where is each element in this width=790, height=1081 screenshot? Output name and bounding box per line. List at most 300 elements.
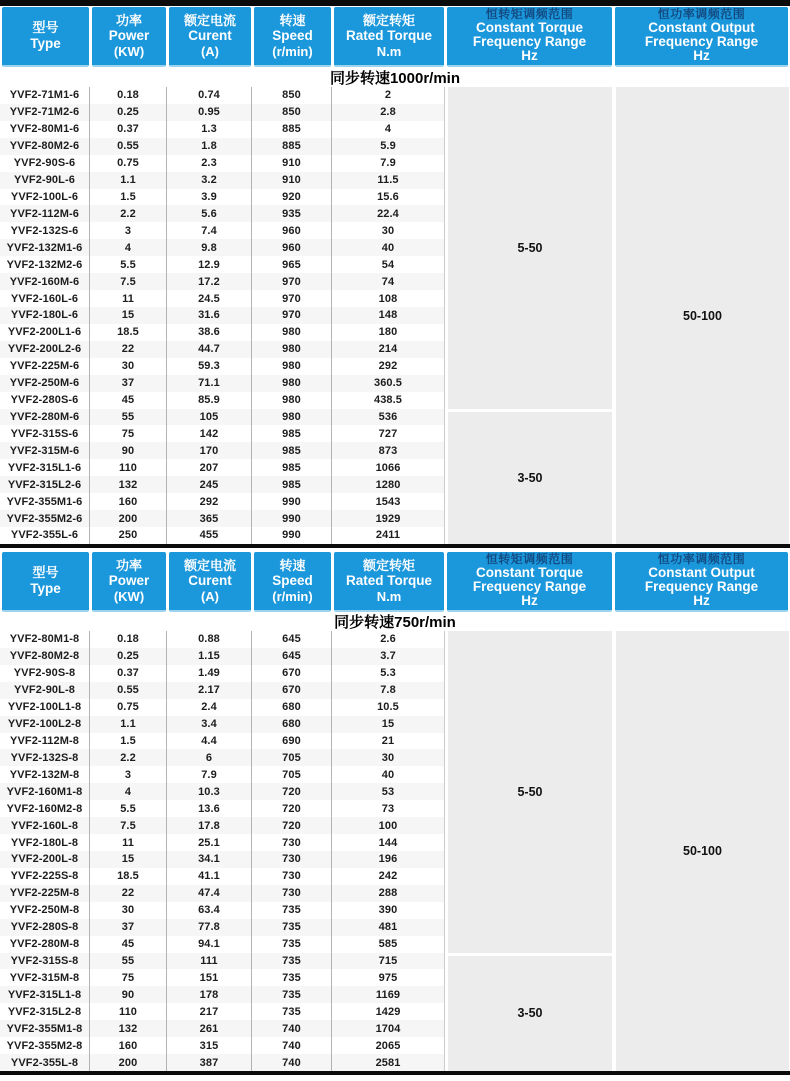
table-row bbox=[0, 87, 445, 104]
model-cell: YVF2-100L-6 bbox=[0, 189, 90, 206]
table-row bbox=[0, 733, 445, 750]
current-cell: 315 bbox=[167, 1037, 252, 1054]
power-cell: 11 bbox=[90, 834, 167, 851]
torque-cell: 214 bbox=[332, 341, 445, 358]
table-row bbox=[0, 510, 445, 527]
constant-torque-header-unit: Hz bbox=[521, 48, 538, 64]
table-row bbox=[0, 409, 445, 426]
current-cell: 34.1 bbox=[167, 851, 252, 868]
current-cell: 2.3 bbox=[167, 155, 252, 172]
bottom-divider-bar bbox=[0, 1071, 790, 1075]
table-row bbox=[0, 766, 445, 783]
torque-cell: 100 bbox=[332, 817, 445, 834]
speed-cell: 735 bbox=[252, 1003, 332, 1020]
torque-cell: 5.3 bbox=[332, 665, 445, 682]
table-row bbox=[0, 631, 445, 648]
speed-cell: 730 bbox=[252, 834, 332, 851]
power-cell: 0.75 bbox=[90, 699, 167, 716]
speed-header-zh: 转速 bbox=[279, 12, 306, 28]
current-cell: 71.1 bbox=[167, 375, 252, 392]
constant-torque-range-cell: 5-50 bbox=[448, 87, 612, 409]
sync-speed-caption: 同步转速750r/min bbox=[0, 612, 790, 631]
power-cell: 5.5 bbox=[90, 256, 167, 273]
power-cell: 90 bbox=[90, 986, 167, 1003]
power-cell: 110 bbox=[90, 459, 167, 476]
table-body bbox=[0, 631, 790, 1071]
model-cell: YVF2-355L-8 bbox=[0, 1054, 90, 1071]
power-header-en: Power bbox=[108, 573, 150, 589]
model-cell: YVF2-225M-6 bbox=[0, 358, 90, 375]
torque-cell: 438.5 bbox=[332, 392, 445, 409]
table-row bbox=[0, 341, 445, 358]
table-row bbox=[0, 969, 445, 986]
torque-cell: 873 bbox=[332, 442, 445, 459]
torque-cell: 15 bbox=[332, 716, 445, 733]
table-row bbox=[0, 716, 445, 733]
speed-cell: 970 bbox=[252, 307, 332, 324]
power-cell: 132 bbox=[90, 1020, 167, 1037]
torque-cell: 292 bbox=[332, 358, 445, 375]
model-cell: YVF2-80M1-8 bbox=[0, 631, 90, 648]
torque-cell: 10.5 bbox=[332, 699, 445, 716]
power-cell: 0.25 bbox=[90, 648, 167, 665]
torque-cell: 1280 bbox=[332, 476, 445, 493]
speed-cell: 980 bbox=[252, 358, 332, 375]
speed-cell: 970 bbox=[252, 273, 332, 290]
speed-cell: 705 bbox=[252, 749, 332, 766]
torque-cell: 536 bbox=[332, 409, 445, 426]
model-cell: YVF2-132M2-6 bbox=[0, 256, 90, 273]
type-header-zh: 型号 bbox=[32, 20, 59, 36]
torque-cell: 2581 bbox=[332, 1054, 445, 1071]
table-row bbox=[0, 392, 445, 409]
power-cell: 0.25 bbox=[90, 104, 167, 121]
table-header-row bbox=[0, 551, 790, 612]
current-cell: 105 bbox=[167, 409, 252, 426]
speed-cell: 885 bbox=[252, 121, 332, 138]
torque-cell: 727 bbox=[332, 425, 445, 442]
torque-cell: 715 bbox=[332, 953, 445, 970]
speed-cell: 850 bbox=[252, 87, 332, 104]
speed-cell: 850 bbox=[252, 104, 332, 121]
torque-cell: 30 bbox=[332, 222, 445, 239]
speed-cell: 980 bbox=[252, 375, 332, 392]
model-cell: YVF2-280S-6 bbox=[0, 392, 90, 409]
speed-cell: 985 bbox=[252, 459, 332, 476]
model-cell: YVF2-355M2-8 bbox=[0, 1037, 90, 1054]
torque-cell: 1429 bbox=[332, 1003, 445, 1020]
current-cell: 111 bbox=[167, 953, 252, 970]
table-row bbox=[0, 682, 445, 699]
constant-torque-zone bbox=[448, 87, 612, 544]
table-row bbox=[0, 749, 445, 766]
table-row bbox=[0, 851, 445, 868]
speed-cell: 885 bbox=[252, 138, 332, 155]
table-row bbox=[0, 1003, 445, 1020]
type-header-zh: 型号 bbox=[32, 565, 59, 581]
torque-cell: 148 bbox=[332, 307, 445, 324]
torque-cell: 144 bbox=[332, 834, 445, 851]
model-cell: YVF2-180L-6 bbox=[0, 307, 90, 324]
power-header-unit: (KW) bbox=[113, 43, 145, 59]
current-cell: 1.3 bbox=[167, 121, 252, 138]
power-cell: 55 bbox=[90, 409, 167, 426]
torque-cell: 1066 bbox=[332, 459, 445, 476]
current-header-zh: 额定电流 bbox=[183, 557, 236, 573]
table-row bbox=[0, 493, 445, 510]
table-row bbox=[0, 256, 445, 273]
table-row bbox=[0, 476, 445, 493]
table-row bbox=[0, 375, 445, 392]
power-cell: 55 bbox=[90, 953, 167, 970]
constant-torque-range-cell: 3-50 bbox=[448, 409, 612, 544]
speed-column-header bbox=[254, 7, 331, 67]
current-cell: 17.2 bbox=[167, 273, 252, 290]
speed-cell: 730 bbox=[252, 851, 332, 868]
table-row bbox=[0, 104, 445, 121]
current-cell: 1.8 bbox=[167, 138, 252, 155]
constant-output-column-header bbox=[615, 552, 788, 612]
model-cell: YVF2-132S-6 bbox=[0, 222, 90, 239]
table-row bbox=[0, 817, 445, 834]
speed-header-zh: 转速 bbox=[279, 557, 306, 573]
current-cell: 0.95 bbox=[167, 104, 252, 121]
speed-cell: 985 bbox=[252, 425, 332, 442]
model-cell: YVF2-200L-8 bbox=[0, 851, 90, 868]
table-row bbox=[0, 986, 445, 1003]
speed-cell: 740 bbox=[252, 1054, 332, 1071]
power-cell: 4 bbox=[90, 783, 167, 800]
model-cell: YVF2-315S-6 bbox=[0, 425, 90, 442]
torque-cell: 22.4 bbox=[332, 205, 445, 222]
power-cell: 1.5 bbox=[90, 733, 167, 750]
speed-cell: 910 bbox=[252, 155, 332, 172]
model-cell: YVF2-160M-6 bbox=[0, 273, 90, 290]
torque-cell: 390 bbox=[332, 902, 445, 919]
torque-cell: 15.6 bbox=[332, 189, 445, 206]
model-cell: YVF2-200L2-6 bbox=[0, 341, 90, 358]
model-cell: YVF2-80M2-8 bbox=[0, 648, 90, 665]
current-cell: 41.1 bbox=[167, 868, 252, 885]
torque-header-en: Rated Torque bbox=[345, 573, 432, 589]
current-cell: 9.8 bbox=[167, 239, 252, 256]
power-cell: 0.37 bbox=[90, 665, 167, 682]
table-row bbox=[0, 222, 445, 239]
current-cell: 207 bbox=[167, 459, 252, 476]
table-row bbox=[0, 699, 445, 716]
current-cell: 25.1 bbox=[167, 834, 252, 851]
current-cell: 0.74 bbox=[167, 87, 252, 104]
table-row bbox=[0, 783, 445, 800]
table-row bbox=[0, 936, 445, 953]
current-cell: 59.3 bbox=[167, 358, 252, 375]
table-row bbox=[0, 290, 445, 307]
power-header-unit: (KW) bbox=[113, 588, 145, 604]
table-row bbox=[0, 834, 445, 851]
power-cell: 7.5 bbox=[90, 817, 167, 834]
speed-cell: 980 bbox=[252, 324, 332, 341]
current-cell: 178 bbox=[167, 986, 252, 1003]
speed-header-unit: (r/min) bbox=[272, 588, 313, 604]
current-cell: 292 bbox=[167, 493, 252, 510]
model-cell: YVF2-315L1-8 bbox=[0, 986, 90, 1003]
speed-cell: 985 bbox=[252, 442, 332, 459]
model-cell: YVF2-280S-8 bbox=[0, 919, 90, 936]
power-cell: 0.75 bbox=[90, 155, 167, 172]
tables-host bbox=[0, 6, 790, 1071]
current-cell: 217 bbox=[167, 1003, 252, 1020]
table-row bbox=[0, 800, 445, 817]
speed-header-en: Speed bbox=[272, 28, 313, 44]
speed-cell: 645 bbox=[252, 648, 332, 665]
power-cell: 160 bbox=[90, 1037, 167, 1054]
model-cell: YVF2-160L-8 bbox=[0, 817, 90, 834]
current-cell: 5.6 bbox=[167, 205, 252, 222]
model-cell: YVF2-315L2-8 bbox=[0, 1003, 90, 1020]
data-rows bbox=[0, 87, 445, 544]
speed-cell: 735 bbox=[252, 919, 332, 936]
current-cell: 6 bbox=[167, 749, 252, 766]
speed-cell: 935 bbox=[252, 205, 332, 222]
table-row bbox=[0, 648, 445, 665]
spec-table bbox=[0, 6, 790, 544]
speed-cell: 980 bbox=[252, 341, 332, 358]
torque-cell: 196 bbox=[332, 851, 445, 868]
current-cell: 47.4 bbox=[167, 885, 252, 902]
speed-cell: 720 bbox=[252, 800, 332, 817]
speed-cell: 735 bbox=[252, 986, 332, 1003]
speed-cell: 920 bbox=[252, 189, 332, 206]
speed-cell: 730 bbox=[252, 885, 332, 902]
current-cell: 261 bbox=[167, 1020, 252, 1037]
model-cell: YVF2-315L1-6 bbox=[0, 459, 90, 476]
power-cell: 75 bbox=[90, 969, 167, 986]
current-cell: 170 bbox=[167, 442, 252, 459]
torque-cell: 74 bbox=[332, 273, 445, 290]
model-cell: YVF2-132M1-6 bbox=[0, 239, 90, 256]
power-cell: 160 bbox=[90, 493, 167, 510]
speed-cell: 960 bbox=[252, 239, 332, 256]
constant-torque-header-en2: Frequency Range bbox=[472, 34, 587, 50]
power-cell: 37 bbox=[90, 375, 167, 392]
torque-header-en: Rated Torque bbox=[345, 28, 432, 44]
model-cell: YVF2-315M-8 bbox=[0, 969, 90, 986]
current-header-unit: (A) bbox=[200, 43, 220, 59]
model-cell: YVF2-90S-6 bbox=[0, 155, 90, 172]
power-cell: 2.2 bbox=[90, 205, 167, 222]
model-cell: YVF2-90L-6 bbox=[0, 172, 90, 189]
constant-output-header-en1: Constant Output bbox=[648, 565, 755, 581]
power-cell: 0.18 bbox=[90, 87, 167, 104]
torque-cell: 4 bbox=[332, 121, 445, 138]
torque-header-unit: N.m bbox=[376, 588, 402, 604]
table-row bbox=[0, 953, 445, 970]
current-cell: 12.9 bbox=[167, 256, 252, 273]
power-header-zh: 功率 bbox=[115, 557, 142, 573]
current-column-header bbox=[169, 7, 251, 67]
model-cell: YVF2-180L-8 bbox=[0, 834, 90, 851]
current-header-zh: 额定电流 bbox=[183, 12, 236, 28]
power-cell: 30 bbox=[90, 902, 167, 919]
constant-torque-column-header bbox=[447, 7, 612, 67]
current-cell: 2.17 bbox=[167, 682, 252, 699]
torque-cell: 585 bbox=[332, 936, 445, 953]
power-column-header bbox=[92, 7, 166, 67]
current-cell: 10.3 bbox=[167, 783, 252, 800]
speed-cell: 735 bbox=[252, 902, 332, 919]
table-row bbox=[0, 442, 445, 459]
power-cell: 0.55 bbox=[90, 682, 167, 699]
torque-cell: 3.7 bbox=[332, 648, 445, 665]
type-header-en: Type bbox=[30, 35, 61, 51]
model-cell: YVF2-100L2-8 bbox=[0, 716, 90, 733]
torque-cell: 2 bbox=[332, 87, 445, 104]
constant-torque-column-header bbox=[447, 552, 612, 612]
current-cell: 3.2 bbox=[167, 172, 252, 189]
speed-cell: 735 bbox=[252, 969, 332, 986]
constant-output-range-cell: 50-100 bbox=[616, 87, 789, 544]
power-cell: 3 bbox=[90, 222, 167, 239]
current-cell: 13.6 bbox=[167, 800, 252, 817]
table-row bbox=[0, 121, 445, 138]
current-cell: 44.7 bbox=[167, 341, 252, 358]
current-cell: 63.4 bbox=[167, 902, 252, 919]
torque-cell: 73 bbox=[332, 800, 445, 817]
power-cell: 5.5 bbox=[90, 800, 167, 817]
current-cell: 365 bbox=[167, 510, 252, 527]
model-cell: YVF2-112M-8 bbox=[0, 733, 90, 750]
power-cell: 200 bbox=[90, 1054, 167, 1071]
model-cell: YVF2-250M-6 bbox=[0, 375, 90, 392]
model-cell: YVF2-355M1-8 bbox=[0, 1020, 90, 1037]
speed-cell: 980 bbox=[252, 392, 332, 409]
speed-cell: 990 bbox=[252, 493, 332, 510]
torque-cell: 108 bbox=[332, 290, 445, 307]
power-cell: 0.18 bbox=[90, 631, 167, 648]
current-cell: 0.88 bbox=[167, 631, 252, 648]
current-header-en: Curent bbox=[188, 573, 232, 589]
model-cell: YVF2-250M-8 bbox=[0, 902, 90, 919]
table-row bbox=[0, 527, 445, 544]
table-row bbox=[0, 459, 445, 476]
table-row bbox=[0, 172, 445, 189]
type-column-header bbox=[2, 7, 89, 67]
power-cell: 90 bbox=[90, 442, 167, 459]
model-cell: YVF2-100L1-8 bbox=[0, 699, 90, 716]
type-column-header bbox=[2, 552, 89, 612]
table-header-row bbox=[0, 6, 790, 67]
table-row bbox=[0, 358, 445, 375]
current-cell: 142 bbox=[167, 425, 252, 442]
model-cell: YVF2-132M-8 bbox=[0, 766, 90, 783]
model-cell: YVF2-355M2-6 bbox=[0, 510, 90, 527]
power-cell: 1.1 bbox=[90, 716, 167, 733]
torque-column-header bbox=[334, 552, 444, 612]
torque-cell: 30 bbox=[332, 749, 445, 766]
power-cell: 15 bbox=[90, 851, 167, 868]
speed-cell: 990 bbox=[252, 510, 332, 527]
model-cell: YVF2-315S-8 bbox=[0, 953, 90, 970]
table-row bbox=[0, 1037, 445, 1054]
constant-torque-range-cell: 3-50 bbox=[448, 953, 612, 1071]
table-row bbox=[0, 902, 445, 919]
torque-cell: 975 bbox=[332, 969, 445, 986]
power-cell: 132 bbox=[90, 476, 167, 493]
torque-cell: 1169 bbox=[332, 986, 445, 1003]
power-cell: 18.5 bbox=[90, 324, 167, 341]
speed-cell: 735 bbox=[252, 936, 332, 953]
model-cell: YVF2-280M-6 bbox=[0, 409, 90, 426]
table-row bbox=[0, 189, 445, 206]
model-cell: YVF2-71M2-6 bbox=[0, 104, 90, 121]
power-cell: 15 bbox=[90, 307, 167, 324]
constant-torque-header-en2: Frequency Range bbox=[472, 579, 587, 595]
current-cell: 7.9 bbox=[167, 766, 252, 783]
current-cell: 85.9 bbox=[167, 392, 252, 409]
table-row bbox=[0, 273, 445, 290]
power-cell: 7.5 bbox=[90, 273, 167, 290]
speed-cell: 740 bbox=[252, 1020, 332, 1037]
torque-header-unit: N.m bbox=[376, 43, 402, 59]
power-cell: 11 bbox=[90, 290, 167, 307]
speed-cell: 720 bbox=[252, 817, 332, 834]
current-cell: 245 bbox=[167, 476, 252, 493]
constant-torque-header-en1: Constant Torque bbox=[476, 565, 583, 581]
power-cell: 110 bbox=[90, 1003, 167, 1020]
current-cell: 3.9 bbox=[167, 189, 252, 206]
current-cell: 151 bbox=[167, 969, 252, 986]
model-cell: YVF2-112M-6 bbox=[0, 205, 90, 222]
power-cell: 1.5 bbox=[90, 189, 167, 206]
torque-cell: 5.9 bbox=[332, 138, 445, 155]
power-cell: 75 bbox=[90, 425, 167, 442]
speed-header-en: Speed bbox=[272, 573, 313, 589]
sync-speed-caption: 同步转速1000r/min bbox=[0, 67, 790, 87]
power-cell: 22 bbox=[90, 885, 167, 902]
power-cell: 3 bbox=[90, 766, 167, 783]
speed-cell: 730 bbox=[252, 868, 332, 885]
current-cell: 7.4 bbox=[167, 222, 252, 239]
torque-cell: 1929 bbox=[332, 510, 445, 527]
current-cell: 17.8 bbox=[167, 817, 252, 834]
current-cell: 387 bbox=[167, 1054, 252, 1071]
power-cell: 30 bbox=[90, 358, 167, 375]
constant-torque-range-cell: 5-50 bbox=[448, 631, 612, 953]
current-cell: 1.49 bbox=[167, 665, 252, 682]
model-cell: YVF2-160M1-8 bbox=[0, 783, 90, 800]
torque-cell: 360.5 bbox=[332, 375, 445, 392]
torque-cell: 2.8 bbox=[332, 104, 445, 121]
torque-cell: 11.5 bbox=[332, 172, 445, 189]
type-header-en: Type bbox=[30, 580, 61, 596]
model-cell: YVF2-225M-8 bbox=[0, 885, 90, 902]
power-cell: 4 bbox=[90, 239, 167, 256]
torque-header-zh: 额定转矩 bbox=[362, 12, 415, 28]
model-cell: YVF2-90L-8 bbox=[0, 682, 90, 699]
speed-header-unit: (r/min) bbox=[272, 43, 313, 59]
current-cell: 38.6 bbox=[167, 324, 252, 341]
current-cell: 77.8 bbox=[167, 919, 252, 936]
current-header-en: Curent bbox=[188, 28, 232, 44]
speed-cell: 670 bbox=[252, 665, 332, 682]
power-cell: 0.37 bbox=[90, 121, 167, 138]
power-cell: 45 bbox=[90, 936, 167, 953]
speed-cell: 960 bbox=[252, 222, 332, 239]
constant-torque-header-zh: 恒转矩调频范围 bbox=[485, 7, 574, 22]
speed-cell: 680 bbox=[252, 716, 332, 733]
torque-cell: 2.6 bbox=[332, 631, 445, 648]
power-header-en: Power bbox=[108, 28, 150, 44]
